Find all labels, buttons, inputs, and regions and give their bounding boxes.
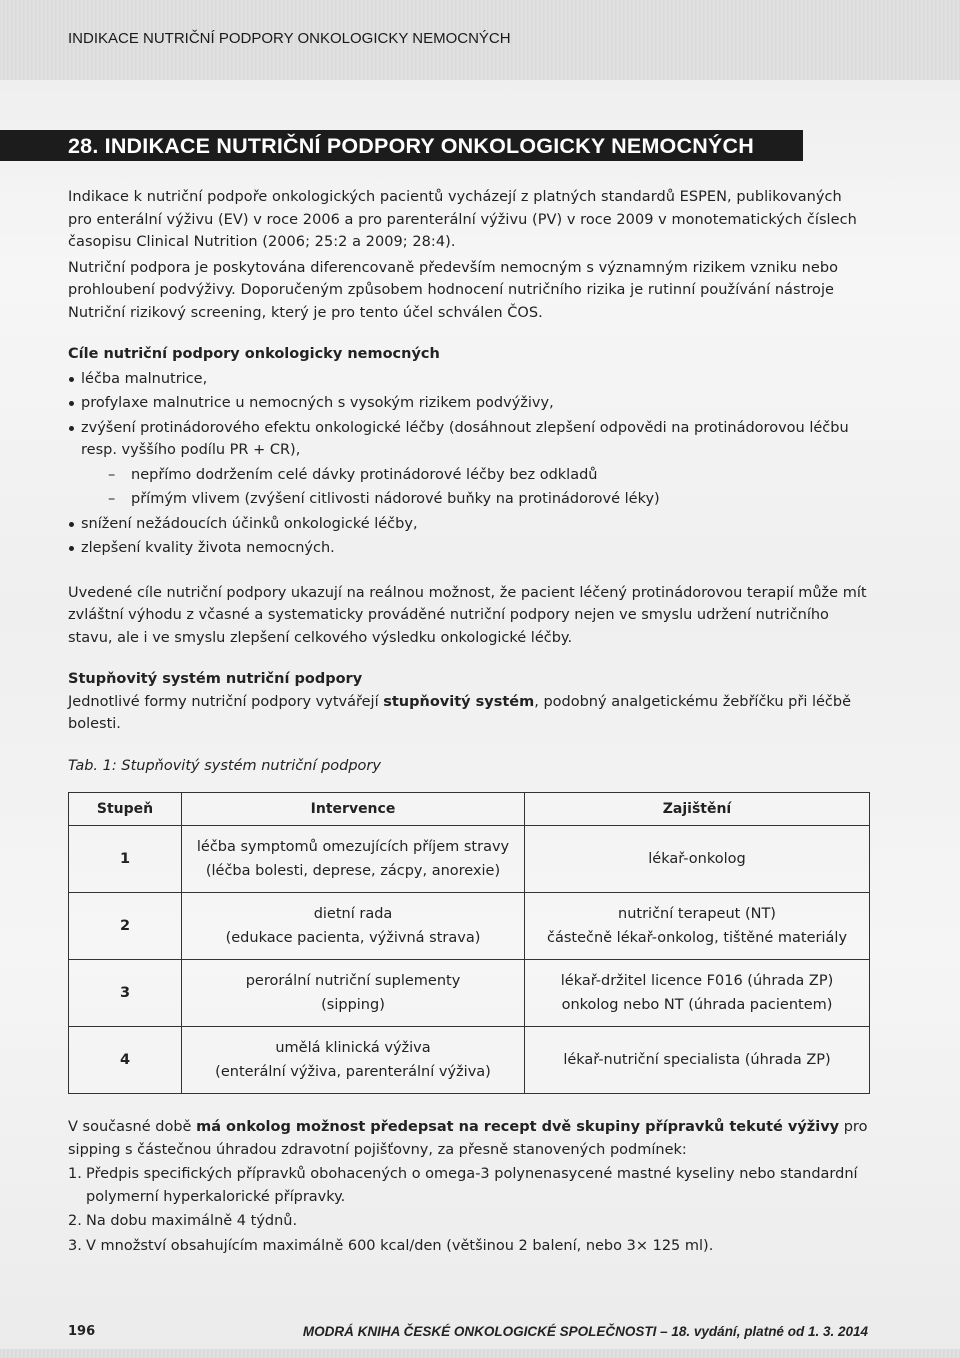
goal-subitem: – přímým vlivem (zvýšení citlivosti nádorové buňky na protinádorové léky) (81, 488, 870, 511)
provision-cell (525, 1027, 870, 1094)
intervention-cell (182, 960, 525, 1027)
condition-item (68, 1210, 870, 1233)
page-number: 196 (68, 1324, 96, 1339)
cell-line: částečně lékař-onkolog, tištěné materiály (546, 930, 848, 946)
table-header-stage: Stupeň (69, 793, 182, 826)
intervention-cell (182, 1027, 525, 1094)
steps-table (68, 792, 870, 1094)
cell-line: (léčba bolesti, deprese, zácpy, anorexie) (205, 863, 501, 879)
final-text-bold: má onkolog možnost předepsat na recept dvě skupiny přípravků tekuté výživy (196, 1119, 840, 1135)
cell-line: (enterální výživa, parenterální výživa) (215, 1064, 491, 1080)
goal-subitem: – nepřímo dodržením celé dávky protinádorové léčby bez odkladů (81, 464, 870, 487)
provision-cell (525, 826, 870, 893)
provision-cell (525, 960, 870, 1027)
page-content (68, 186, 870, 1259)
condition-number: 3. (68, 1237, 82, 1254)
book-title: MODRÁ KNIHA ČESKÉ ONKOLOGICKÉ SPOLEČNOSTI – 18. vydání, platné od 1. 3. 2014 (302, 1324, 868, 1339)
condition-text: Na dobu maximálně 4 týdnů. (86, 1213, 298, 1229)
steps-text-after: , podobný analgetickému žebříčku při léčbě bolesti. (68, 693, 852, 732)
final-paragraph (68, 1116, 870, 1161)
goals-list (68, 368, 870, 560)
steps-section (68, 668, 870, 736)
cell-line: dietní rada (313, 906, 393, 922)
goals-section (68, 343, 870, 560)
provision-cell (525, 893, 870, 960)
goal-item: profylaxe malnutrice u nemocných s vysokým rizikem podvýživy, (68, 392, 870, 415)
table-caption: Tab. 1: Stupňovitý systém nutriční podpory (68, 757, 381, 774)
intro-section (68, 186, 870, 324)
cell-line: lékař-onkolog (648, 851, 746, 867)
stage-cell: 1 (69, 826, 182, 893)
intervention-cell (182, 826, 525, 893)
intro-paragraph-2: Nutriční podpora je poskytována diferencovaně především nemocným s významným rizikem vzniku nebo prohloubení podvýživy. Doporučeným způsobem hodnocení nutričního rizika je rutinní používání nástroje Nutriční rizikový screening, který je pro tento účel schválen ČOS. (68, 259, 839, 321)
goal-item-text: zvýšení protinádorového efektu onkologické léčby (dosáhnout zlepšení odpovědi na protinádorovou léčbu resp. vyššího podílu PR + CR), (81, 419, 849, 458)
footer-band (0, 1349, 960, 1358)
steps-text-before: Jednotlivé formy nutriční podpory vytvářejí (68, 693, 384, 710)
table-row (69, 893, 870, 960)
final-text-2: pro sipping s částečnou úhradou zdravotní pojišťovny, za přesně stanovených podmínek: (68, 1119, 868, 1158)
table-row (69, 960, 870, 1027)
cell-line: lékař-nutriční specialista (úhrada ZP) (563, 1052, 831, 1068)
steps-paragraph (68, 691, 870, 736)
outcome-paragraph: Uvedené cíle nutriční podpory ukazují na reálnou možnost, že pacient léčený protinádorovou terapií může mít zvláštní výhodu z včasné a systematicky prováděné nutriční podpory nejen ve smyslu udržení nutričního stavu, ale i ve smyslu zlepšení celkového výsledku onkologické léčby. (68, 584, 867, 646)
table-header-intervention: Intervence (182, 793, 525, 826)
final-text-1: V současné době (68, 1119, 197, 1135)
cell-line: (edukace pacienta, výživná strava) (225, 930, 481, 946)
cell-line: nutriční terapeut (NT) (618, 906, 776, 922)
condition-item (68, 1163, 870, 1208)
cell-line: umělá klinická výživa (275, 1040, 431, 1056)
condition-text: Předpis specifických přípravků obohacených o omega-3 polynenasycené mastné kyseliny nebo standardní polymerní hyperkalorické přípravky. (86, 1166, 858, 1205)
chapter-title: 28. INDIKACE NUTRIČNÍ PODPORY ONKOLOGICKY NEMOCNÝCH (68, 134, 754, 158)
goal-item: zlepšení kvality života nemocných. (68, 537, 870, 560)
cell-line: (sipping) (321, 997, 385, 1013)
condition-number: 2. (68, 1213, 82, 1229)
intro-paragraph-1: Indikace k nutriční podpoře onkologických pacientů vycházejí z platných standardů ESPEN, publikovaných pro enterální výživu (EV) v roce 2006 a pro parenterální výživu (PV) v roce 2009 v monotematických číslech časopisu Clinical Nutrition (2006; 25:2 a 2009; 28:4). (68, 189, 857, 250)
table-row (69, 1027, 870, 1094)
intervention-cell (182, 893, 525, 960)
conditions-list (68, 1163, 870, 1257)
running-head: INDIKACE NUTRIČNÍ PODPORY ONKOLOGICKY NEMOCNÝCH (68, 30, 511, 47)
cell-line: lékař-držitel licence F016 (úhrada ZP) (560, 973, 834, 989)
page-footer (68, 1324, 868, 1346)
condition-text: V množství obsahujícím maximálně 600 kcal/den (většinou 2 balení, nebo 3× 125 ml). (86, 1237, 714, 1254)
cell-line: léčba symptomů omezujících příjem stravy (196, 839, 510, 855)
table-header-row (69, 793, 870, 826)
cell-line: onkolog nebo NT (úhrada pacientem) (561, 997, 833, 1013)
condition-number: 1. (68, 1166, 82, 1182)
table-row (69, 826, 870, 893)
stage-cell: 3 (69, 960, 182, 1027)
goal-item: léčba malnutrice, (68, 368, 870, 391)
condition-item (68, 1235, 870, 1258)
stage-cell: 2 (69, 893, 182, 960)
steps-heading: Stupňovitý systém nutriční podpory (68, 671, 363, 687)
cell-line: perorální nutriční suplementy (245, 973, 461, 989)
stage-cell: 4 (69, 1027, 182, 1094)
table-header-provision: Zajištění (525, 793, 870, 826)
goal-subitems (81, 464, 870, 511)
goal-item: snížení nežádoucích účinků onkologické léčby, (68, 513, 870, 536)
goal-item (68, 417, 870, 511)
steps-text-bold: stupňovitý systém (383, 693, 535, 710)
goals-heading: Cíle nutriční podpory onkologicky nemocných (68, 346, 440, 362)
